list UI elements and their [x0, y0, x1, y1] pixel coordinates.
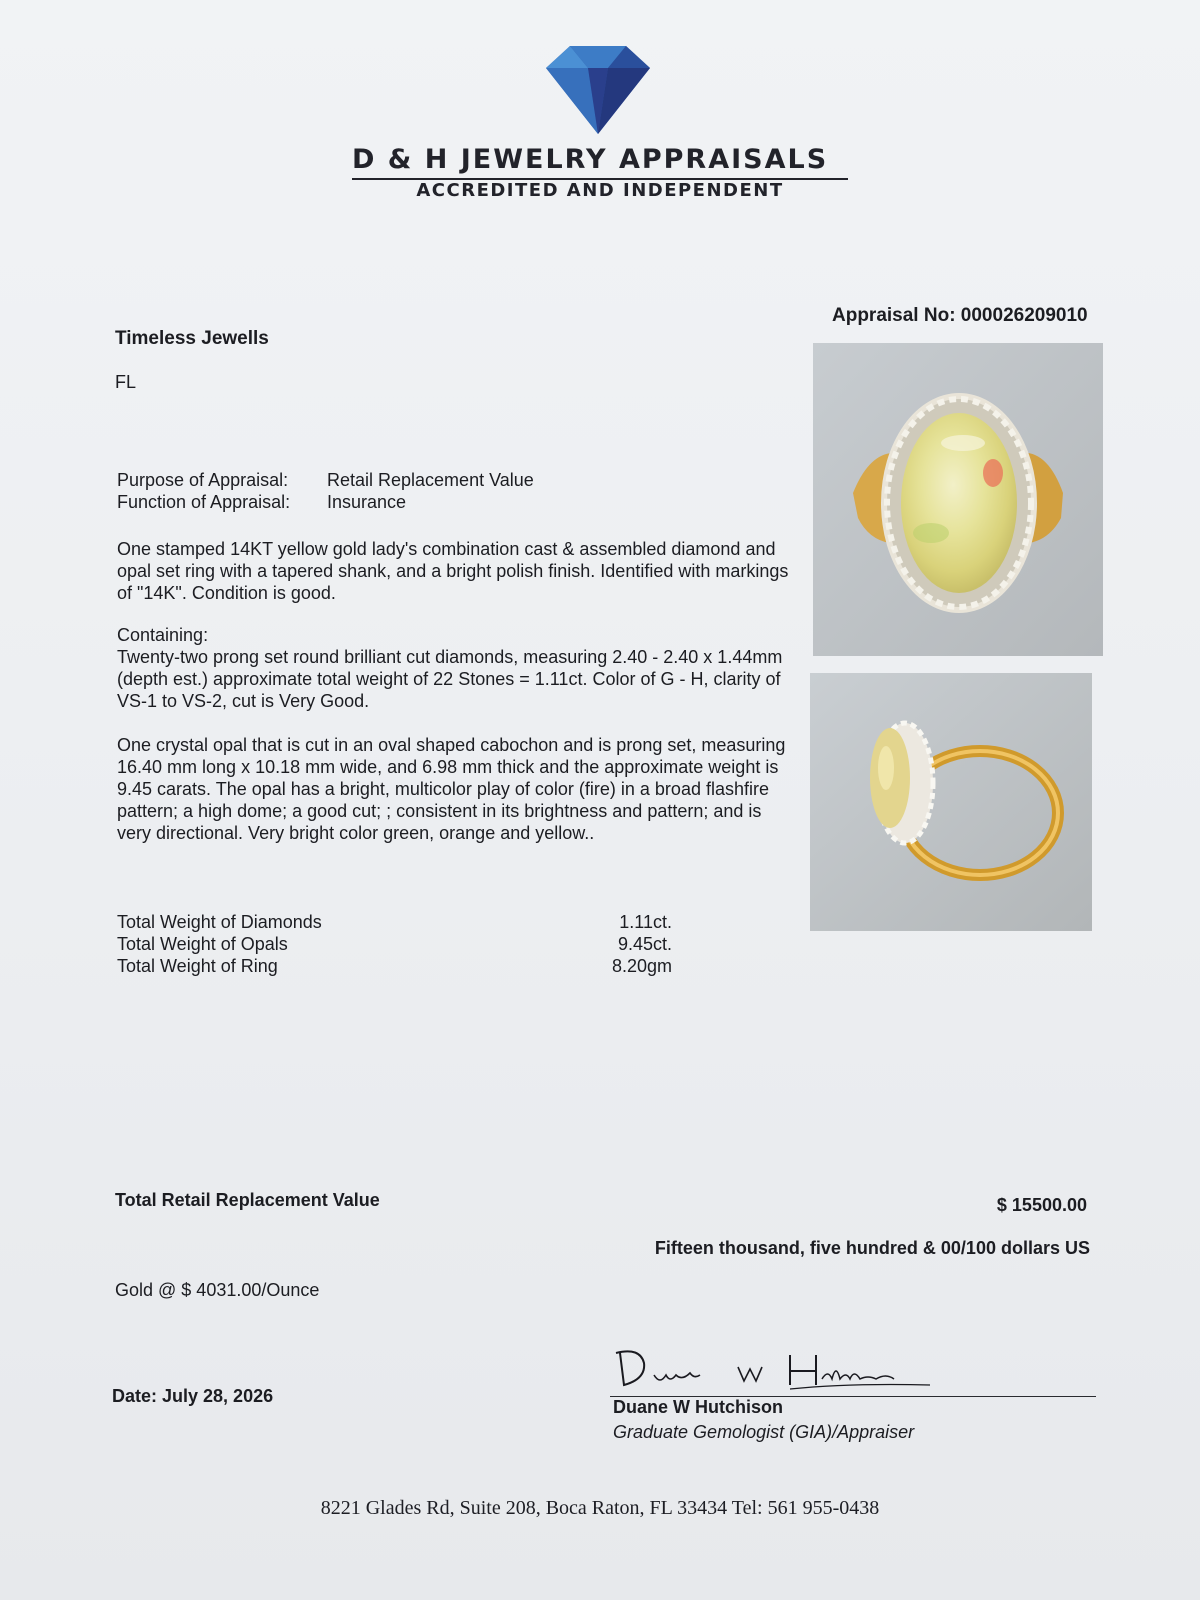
purpose-label: Purpose of Appraisal:: [117, 470, 289, 490]
weight-label: Total Weight of Diamonds: [117, 912, 322, 932]
weight-value: 1.11ct.: [619, 912, 672, 932]
appraiser-title: Graduate Gemologist (GIA)/Appraiser: [613, 1422, 915, 1442]
ring-description: One stamped 14KT yellow gold lady's combination cast & assembled diamond and opal set ring with a tapered shank, and a bright polish finish. Identified with markings of "14K". Condition is good.: [117, 539, 789, 603]
appraisal-date: Date: July 28, 2026: [112, 1386, 274, 1406]
purpose-value: Retail Replacement Value: [327, 470, 534, 490]
appraiser-name: Duane W Hutchison: [613, 1397, 783, 1417]
weight-value: 8.20gm: [611, 956, 672, 976]
total-value-amount: $ 15500.00: [996, 1195, 1087, 1215]
function-label: Function of Appraisal:: [117, 492, 291, 512]
total-value-words: Fifteen thousand, five hundred & 00/100 dollars US: [654, 1238, 1090, 1258]
company-tagline: ACCREDITED AND INDEPENDENT: [416, 180, 784, 201]
function-value: Insurance: [327, 492, 407, 512]
diamond-description: Twenty-two prong set round brilliant cut diamonds, measuring 2.40 - 2.40 x 1.44mm (depth est.) approximate total weight of 22 Stones = 1.11ct. Color of G - H, clarity of VS-1 to VS-2, cut is Very Good.: [117, 647, 783, 711]
ring-side-view-photo: [810, 673, 1092, 931]
total-value-label: Total Retail Replacement Value: [115, 1190, 380, 1210]
blue-diamond-icon: [528, 38, 668, 138]
weight-label: Total Weight of Opals: [117, 934, 288, 954]
ring-top-view-photo: [813, 343, 1103, 656]
client-name: Timeless Jewells: [115, 328, 269, 349]
weight-label: Total Weight of Ring: [117, 956, 278, 976]
weight-value: 9.45ct.: [617, 934, 672, 954]
handwritten-signature: [610, 1345, 940, 1395]
client-state: FL: [115, 372, 137, 392]
containing-heading: Containing:: [117, 625, 209, 645]
gold-price: Gold @ $ 4031.00/Ounce: [115, 1280, 320, 1300]
company-name: D & H JEWELRY APPRAISALS: [352, 144, 829, 175]
opal-description: One crystal opal that is cut in an oval shaped cabochon and is prong set, measuring 16.40 mm long x 10.18 mm wide, and 6.98 mm thick and the approximate weight is 9.45 carats. The opal has a bright, multicolor play of color (fire) in a broad flashfire pattern; a high dome; a good cut; ; consistent in its brightness and pattern; and is very directional. Very bright color green, orange and yellow..: [117, 735, 786, 843]
appraisal-number: Appraisal No: 000026209010: [832, 305, 1088, 326]
company-address: 8221 Glades Rd, Suite 208, Boca Raton, FL 33434 Tel: 561 955-0438: [320, 1497, 880, 1519]
